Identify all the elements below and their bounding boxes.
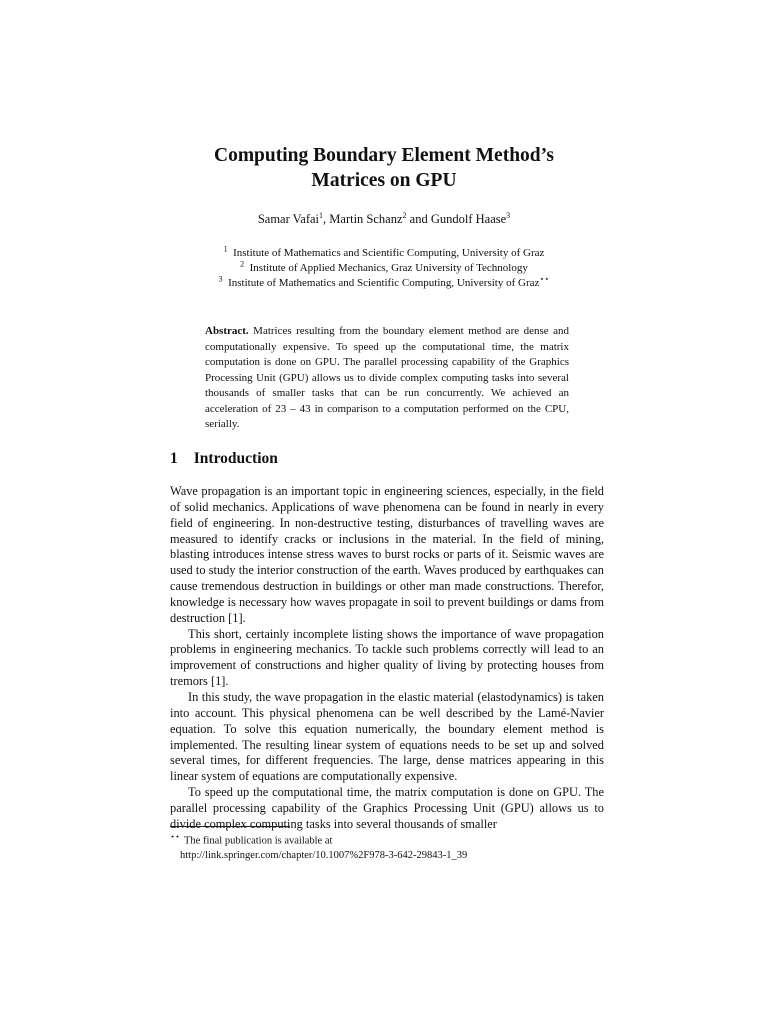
- footnote: [170, 830, 604, 863]
- paragraph: Wave propagation is an important topic in engineering sciences, especially, in the field of solid mechanics. Applications of wave phenomena can be found in nearly in every field of engineering. In non-destructive testing, disturbances of travelling waves are measured to identify cracks or inclusions in the material. In the field of mining, blasting introduces intense stress waves to burst rocks or parts of it. Seismic waves are used to study the interior construction of the earth. Waves produced by earthquakes can cause tremendous destruction in buildings or other man made constructions. Therefor, knowledge is necessary how waves propagate in soil to prevent buildings or dams from destruction [1].: [170, 484, 604, 625]
- affiliation-item: [0, 276, 768, 291]
- affiliation-list: [0, 246, 768, 291]
- footnote-text: The final publication is available at: [184, 835, 333, 847]
- author-affiliation-mark: 2: [402, 210, 407, 220]
- affiliation-text: Institute of Mathematics and Scientific Computing, University of Graz: [228, 277, 540, 289]
- author-affiliation-mark: 3: [506, 210, 511, 220]
- title-line-2: Matrices on GPU: [311, 170, 457, 191]
- body-text: [170, 484, 604, 833]
- author-name: Martin Schanz: [329, 212, 403, 226]
- affiliation-mark: 2: [240, 259, 245, 269]
- affiliation-mark: 1: [223, 244, 228, 254]
- footnote-mark: ⋆⋆: [170, 832, 181, 841]
- paper-title: [0, 143, 768, 193]
- abstract-text: Matrices resulting from the boundary element method are dense and computationally expensive. To speed up the computational time, the matrix computation is done on GPU. The parallel processing capability of the Graphics Processing Unit (GPU) allows us to divide complex computing tasks into several thousands of smaller tasks that can be run concurrently. We achieved an acceleration of 23 – 43 in comparison to a computation performed on the CPU, serially.: [205, 325, 569, 430]
- section-heading: [170, 450, 278, 468]
- author-separator: ,: [323, 212, 330, 226]
- footnote-url-link[interactable]: http://link.springer.com/chapter/10.1007%2F978-3-642-29843-1_39: [180, 849, 468, 861]
- paragraph: This short, certainly incomplete listing shows the importance of wave propagation problems in engineering mechanics. To tackle such problems correctly will lead to an improvement of constructions and higher quality of living by protecting houses from tremors [1].: [170, 626, 604, 689]
- abstract-label: Abstract.: [205, 325, 249, 337]
- affiliation-mark: 3: [218, 274, 223, 284]
- affiliation-text: Institute of Applied Mechanics, Graz University of Technology: [249, 262, 528, 274]
- affiliation-item: [0, 246, 768, 261]
- author-separator: and: [406, 212, 431, 226]
- section-number: 1: [170, 450, 178, 467]
- section-title: Introduction: [193, 450, 278, 467]
- footnote-divider: [170, 826, 290, 827]
- title-line-1: Computing Boundary Element Method’s: [213, 145, 554, 166]
- affiliation-item: [0, 261, 768, 276]
- footnote-reference-mark: ⋆⋆: [539, 274, 550, 284]
- author-affiliation-mark: 1: [319, 210, 324, 220]
- author-name: Gundolf Haase: [430, 212, 507, 226]
- affiliation-text: Institute of Mathematics and Scientific Computing, University of Graz: [233, 247, 545, 259]
- abstract: [205, 324, 569, 433]
- paragraph: In this study, the wave propagation in the elastic material (elastodynamics) is taken into account. This physical phenomena can be well described by the Lamé-Navier equation. To solve this equation numerically, the boundary element method is implemented. The resulting linear system of equations needs to be set up and solved several times, for different frequencies. The large, dense matrices appearing in this linear system of equations are computationally expensive.: [170, 689, 604, 784]
- author-name: Samar Vafai: [257, 212, 320, 226]
- author-list: [0, 212, 768, 227]
- paragraph: To speed up the computational time, the matrix computation is done on GPU. The parallel processing capability of the Graphics Processing Unit (GPU) allows us to divide complex computing tasks into several thousands of smaller: [170, 785, 604, 831]
